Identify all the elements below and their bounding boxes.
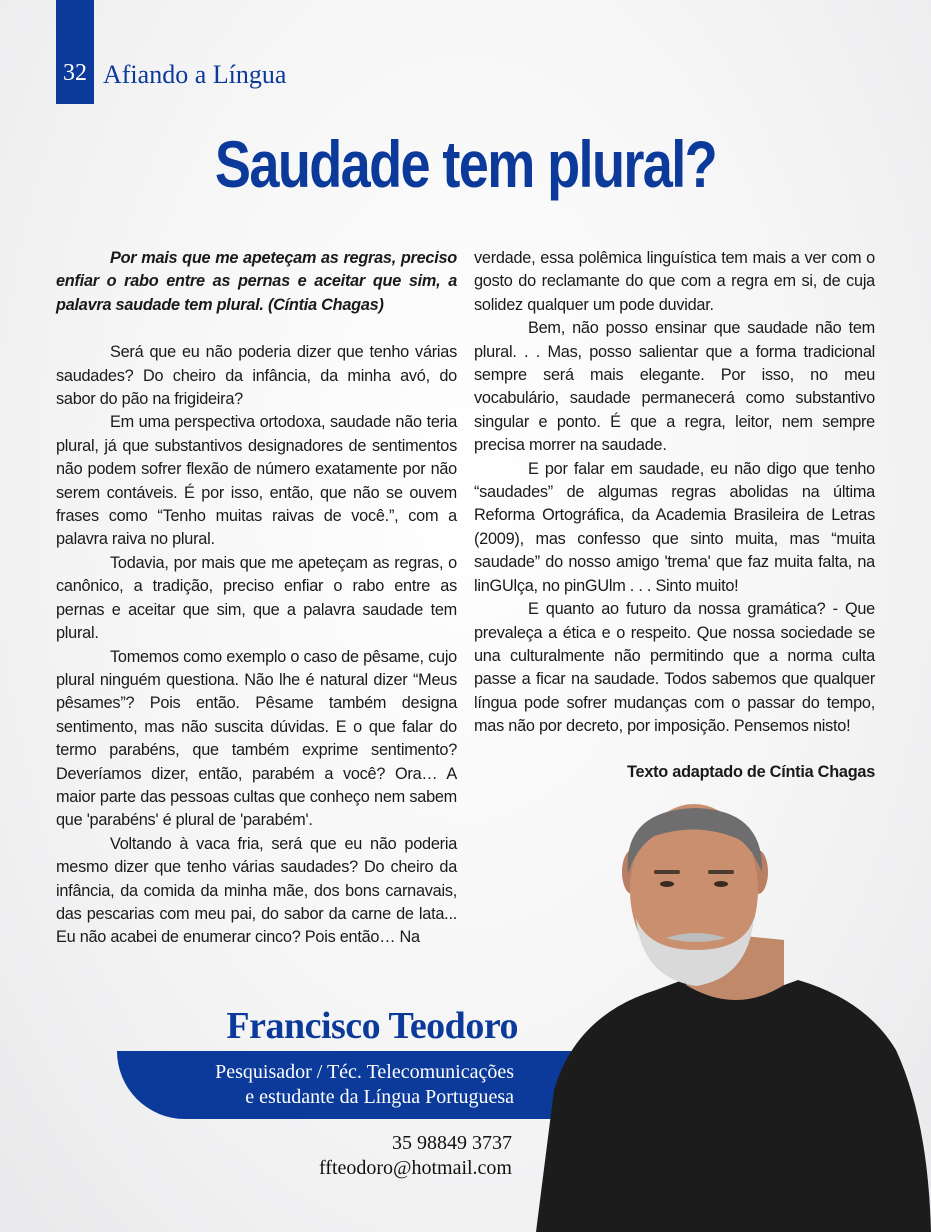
page-tab	[56, 0, 94, 104]
author-role-line: e estudante da Língua Portuguesa	[245, 1086, 514, 1108]
page-number: 32	[63, 60, 87, 86]
paragraph: Tomemos como exemplo o caso de pêsame, cujo plural ninguém questiona. Não lhe é natural dizer “Meus pêsames”? Pois então. Pêsame também designa sentimento, mas não suscita dúvidas. E o que falar do termo parabéns, que também exprime sentimento? Deveríamos dizer, então, parabém a você? Ora… A maior parte das pessoas cultas que conheço nem sabem que 'parabéns' é plural de 'parabém'.	[56, 647, 457, 830]
author-role	[140, 1060, 514, 1110]
paragraph: E por falar em saudade, eu não digo que tenho “saudades” de algumas regras abolidas na última Reforma Ortográfica, da Academia Brasileira de Letras (2009), mas confesso que sinto muita, mas “muita saudade” do nosso amigo 'trema' que faz muita falta, na linGUlça, no pinGUlm . . . Sinto muito!	[474, 459, 875, 595]
epigraph: Por mais que me apeteçam as regras, preciso enfiar o rabo entre as pernas e aceitar que sim, a palavra saudade tem plural. (Cíntia Chagas)	[56, 249, 457, 314]
paragraph: Todavia, por mais que me apeteçam as regras, o canônico, a tradição, preciso enfiar o rabo entre as pernas e aceitar que sim, que a palavra saudade tem plural.	[56, 553, 457, 643]
author-role-line: Pesquisador / Téc. Telecomunicações	[215, 1061, 514, 1083]
paragraph-continuation: verdade, essa polêmica linguística tem mais a ver com o gosto do reclamante do que com a regra em si, de cuja solidez qualquer um pode duvidar.	[474, 249, 875, 314]
author-name: Francisco Teodoro	[226, 1005, 518, 1047]
article-credit: Texto adaptado de Cíntia Chagas	[627, 762, 875, 781]
author-phone: 35 98849 3737	[392, 1132, 512, 1154]
author-photo	[536, 800, 931, 1232]
author-email: ffteodoro@hotmail.com	[318, 1157, 512, 1179]
paragraph: Voltando à vaca fria, será que eu não poderia mesmo dizer que tenho várias saudades? Do cheiro da infância, da comida da minha mãe, dos bons carnavais, das pescarias com meu pai, do sabor da carne de lata... Eu não acabei de enumerar cinco? Pois então… Na	[56, 834, 457, 947]
article-title: Saudade tem plural?	[214, 127, 717, 201]
author-contact	[250, 1131, 512, 1181]
paragraph: Em uma perspectiva ortodoxa, saudade não teria plural, já que substantivos designadores de sentimentos não podem sofrer flexão de número exatamente por não serem contáveis. É por isso, então, que não se ouvem frases como “Tenho muitas raivas de você.”, com a palavra raiva no plural.	[56, 413, 457, 549]
paragraph: Será que eu não poderia dizer que tenho várias saudades? Do cheiro da infância, da minha avó, do sabor do pão na frigideira?	[56, 343, 457, 409]
paragraph: E quanto ao futuro da nossa gramática? - Que prevaleça a ética e o respeito. Que nossa sociedade se una culturalmente não permitindo que a norma culta passe a ficar na saudade. Todos sabemos que qualquer língua pode sofrer mudanças com o passar do tempo, mas não por decreto, por imposição. Pensemos nisto!	[474, 600, 875, 736]
section-title: Afiando a Língua	[103, 60, 287, 89]
article-column-left	[56, 247, 457, 950]
article-column-right	[474, 247, 875, 784]
paragraph: Bem, não posso ensinar que saudade não tem plural. . . Mas, posso salientar que a forma tradicional sempre será mais elegante. Por isso, no meu vocabulário, saudade permanecerá como substantivo singular e ponto. É que a regra, leitor, nem sempre precisa morrer na saudade.	[474, 319, 875, 455]
